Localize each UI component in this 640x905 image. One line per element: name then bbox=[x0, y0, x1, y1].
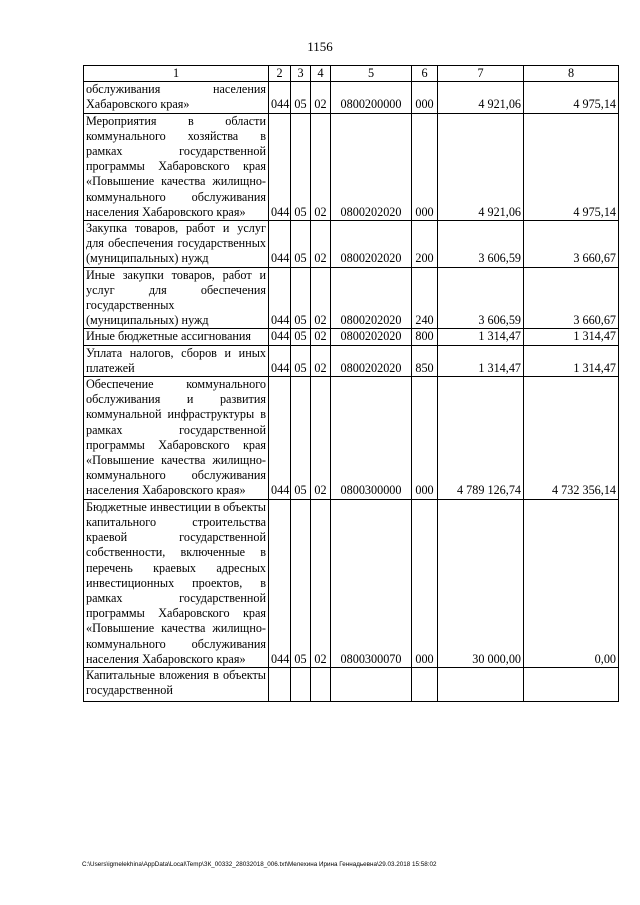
cell-c6: 000 bbox=[412, 113, 438, 220]
column-header: 7 bbox=[438, 66, 524, 82]
row-name: Иные закупки товаров, работ и услуг для обеспечения государственных (муниципальных) нужд bbox=[84, 267, 269, 329]
cell-c8: 3 660,67 bbox=[524, 221, 619, 268]
cell-c7: 30 000,00 bbox=[438, 499, 524, 667]
cell-c4: 02 bbox=[311, 329, 331, 345]
cell-c2: 044 bbox=[269, 329, 291, 345]
cell-c6: 240 bbox=[412, 267, 438, 329]
cell-c5: 0800202020 bbox=[331, 329, 412, 345]
cell-c3: 05 bbox=[291, 377, 311, 500]
footer-path: C:\Users\igmelekhina\AppData\Local\Temp\ЗК_00332_28032018_006.txt\Мелехина Ирина Геннадьевна\29.03.2018 15:58:02 bbox=[82, 861, 437, 868]
cell-c5: 0800300070 bbox=[331, 499, 412, 667]
cell-c8: 4 732 356,14 bbox=[524, 377, 619, 500]
cell-c5: 0800202020 bbox=[331, 113, 412, 220]
cell-c2: 044 bbox=[269, 267, 291, 329]
cell-c2: 044 bbox=[269, 82, 291, 113]
column-header: 1 bbox=[84, 66, 269, 82]
cell-c7: 1 314,47 bbox=[438, 345, 524, 376]
row-name: Мероприятия в области коммунального хозяйства в рамках государственной программы Хабаровского края «Повышение качества жилищно-коммунального обслуживания населения Хабаровского края» bbox=[84, 113, 269, 220]
table-row bbox=[84, 329, 619, 345]
cell-c3: 05 bbox=[291, 345, 311, 376]
row-name: Закупка товаров, работ и услуг для обеспечения государственных (муниципальных) нужд bbox=[84, 221, 269, 268]
page-number: 1156 bbox=[307, 39, 333, 54]
cell-c5: 0800200000 bbox=[331, 82, 412, 113]
cell-c8: 1 314,47 bbox=[524, 345, 619, 376]
cell-c2: 044 bbox=[269, 499, 291, 667]
cell-c5: 0800202020 bbox=[331, 267, 412, 329]
column-header: 3 bbox=[291, 66, 311, 82]
budget-table bbox=[83, 65, 619, 702]
column-header: 2 bbox=[269, 66, 291, 82]
cell-c4: 02 bbox=[311, 499, 331, 667]
row-name: Иные бюджетные ассигнования bbox=[84, 329, 269, 345]
cell-c6: 800 bbox=[412, 329, 438, 345]
table-row bbox=[84, 113, 619, 220]
cell-c8 bbox=[524, 667, 619, 701]
cell-c8: 3 660,67 bbox=[524, 267, 619, 329]
cell-c7: 4 789 126,74 bbox=[438, 377, 524, 500]
cell-c6: 000 bbox=[412, 377, 438, 500]
cell-c5: 0800202020 bbox=[331, 345, 412, 376]
cell-c3: 05 bbox=[291, 267, 311, 329]
cell-c4: 02 bbox=[311, 267, 331, 329]
cell-c4: 02 bbox=[311, 345, 331, 376]
cell-c4: 02 bbox=[311, 113, 331, 220]
cell-c2 bbox=[269, 667, 291, 701]
cell-c3: 05 bbox=[291, 221, 311, 268]
cell-c6: 200 bbox=[412, 221, 438, 268]
table-row bbox=[84, 221, 619, 268]
cell-c4: 02 bbox=[311, 82, 331, 113]
cell-c8: 1 314,47 bbox=[524, 329, 619, 345]
cell-c2: 044 bbox=[269, 377, 291, 500]
cell-c6 bbox=[412, 667, 438, 701]
cell-c7: 1 314,47 bbox=[438, 329, 524, 345]
cell-c3: 05 bbox=[291, 499, 311, 667]
cell-c6: 000 bbox=[412, 499, 438, 667]
table-row bbox=[84, 377, 619, 500]
cell-c7: 3 606,59 bbox=[438, 267, 524, 329]
column-header: 8 bbox=[524, 66, 619, 82]
table-header-row bbox=[84, 66, 619, 82]
cell-c4: 02 bbox=[311, 377, 331, 500]
row-name: Уплата налогов, сборов и иных платежей bbox=[84, 345, 269, 376]
cell-c5: 0800300000 bbox=[331, 377, 412, 500]
row-name: Обеспечение коммунального обслуживания и развития коммунальной инфраструктуры в рамках государственной программы Хабаровского края «Повышение качества жилищно-коммунального обслуживания населения Хабаровского края» bbox=[84, 377, 269, 500]
cell-c2: 044 bbox=[269, 221, 291, 268]
cell-c8: 4 975,14 bbox=[524, 82, 619, 113]
cell-c7: 4 921,06 bbox=[438, 82, 524, 113]
cell-c7: 3 606,59 bbox=[438, 221, 524, 268]
table-row bbox=[84, 267, 619, 329]
column-header: 5 bbox=[331, 66, 412, 82]
row-name: Капитальные вложения в объекты государственной bbox=[84, 667, 269, 701]
column-header: 6 bbox=[412, 66, 438, 82]
row-name: Бюджетные инвестиции в объекты капитального строительства краевой государственной собственности, включенные в перечень краевых адресных инвестиционных проектов, в рамках государственной программы Хабаровского края «Повышение качества жилищно-коммунального обслуживания населения Хабаровского края» bbox=[84, 499, 269, 667]
cell-c4 bbox=[311, 667, 331, 701]
cell-c8: 4 975,14 bbox=[524, 113, 619, 220]
cell-c2: 044 bbox=[269, 345, 291, 376]
cell-c5 bbox=[331, 667, 412, 701]
row-name: обслуживания населения Хабаровского края» bbox=[84, 82, 269, 113]
cell-c7 bbox=[438, 667, 524, 701]
cell-c3: 05 bbox=[291, 113, 311, 220]
cell-c3: 05 bbox=[291, 329, 311, 345]
table-row bbox=[84, 667, 619, 701]
cell-c8: 0,00 bbox=[524, 499, 619, 667]
column-header: 4 bbox=[311, 66, 331, 82]
table-row bbox=[84, 345, 619, 376]
cell-c6: 850 bbox=[412, 345, 438, 376]
cell-c2: 044 bbox=[269, 113, 291, 220]
table-row bbox=[84, 499, 619, 667]
cell-c5: 0800202020 bbox=[331, 221, 412, 268]
cell-c4: 02 bbox=[311, 221, 331, 268]
cell-c6: 000 bbox=[412, 82, 438, 113]
cell-c3: 05 bbox=[291, 82, 311, 113]
cell-c3 bbox=[291, 667, 311, 701]
cell-c7: 4 921,06 bbox=[438, 113, 524, 220]
table-row bbox=[84, 82, 619, 113]
